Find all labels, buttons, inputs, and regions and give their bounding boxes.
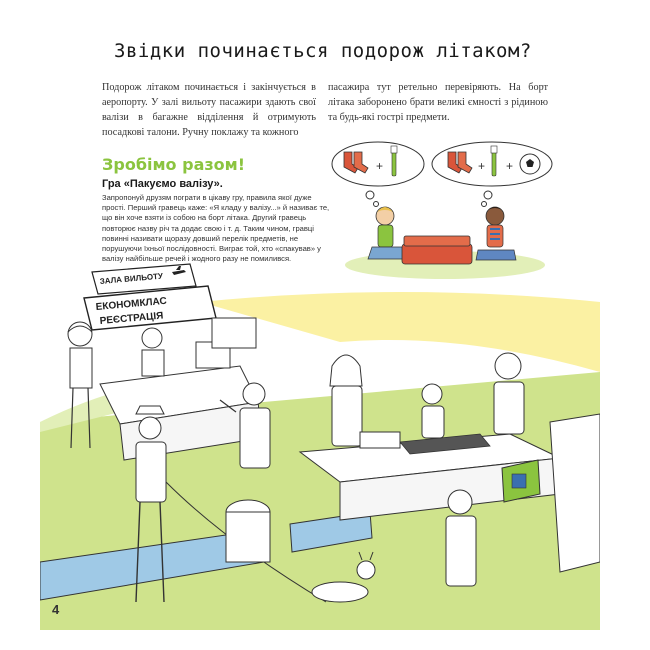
toothbrush-icon <box>391 146 397 176</box>
toothbrush-icon <box>491 146 497 176</box>
open-suitcase <box>402 236 472 264</box>
plus-sign: + <box>506 159 514 173</box>
girl-character <box>368 207 406 259</box>
check-in-clerk <box>142 328 164 376</box>
plus-sign: + <box>478 159 486 173</box>
activity-heading: Зробімо разом! <box>102 155 246 174</box>
xray-monitor <box>502 460 540 502</box>
intro-text-right: пасажира тут ретельно перевіряють. На борт літака заборонено брати великі ємності з рідиною та будь-які гострі предмети. <box>328 82 548 123</box>
intro-text-left: Подорож літаком починається і закінчується в аеропорту. У залі вильоту пасажири здають свої валізи в багажне відділення й отримують посадкові талони. Ручну поклажу та кожного <box>102 82 316 138</box>
activity-text: Запропонуй друзям пограти в цікаву гру, правила якої дуже прості. Перший гравець каже: «Я кладу у валізу...» й називає те, що він хоче взяти із собою на борт літака. Другий гравець повторює назву річ та додає свою і т. д. Таким чином, гравці повинні називати щоразу довший перелік предметів, не порушуючи їхньої послідовності. Виграє той, хто «спакував» у валізу найбільше речей і жодного разу не помилився. <box>102 193 330 264</box>
left-thought-bubble <box>332 142 424 207</box>
passenger-woman <box>330 355 362 446</box>
boy-character <box>476 207 516 260</box>
child-passenger <box>422 384 444 438</box>
packing-game-illustration <box>330 140 560 280</box>
sign-check-in: РЕЄСТРАЦІЯ <box>99 310 164 327</box>
page-title: Звідки починається подорож літаком? <box>114 40 532 62</box>
activity-subheading: Гра «Пакуємо валізу». <box>102 178 223 190</box>
page-number: 4 <box>52 602 60 617</box>
right-thought-bubble <box>432 142 552 207</box>
sign-departure-hall: ЗАЛА ВИЛЬОТУ <box>99 271 164 286</box>
inspection-tray <box>360 432 400 448</box>
plus-sign: + <box>376 159 384 173</box>
airport-scene-illustration <box>40 262 600 630</box>
check-in-counter <box>100 318 262 460</box>
football-icon <box>520 154 540 174</box>
sign-economy-class: ЕКОНОМКЛАС <box>95 295 168 313</box>
check-in-sign <box>84 264 216 330</box>
boy-passenger <box>494 353 524 434</box>
